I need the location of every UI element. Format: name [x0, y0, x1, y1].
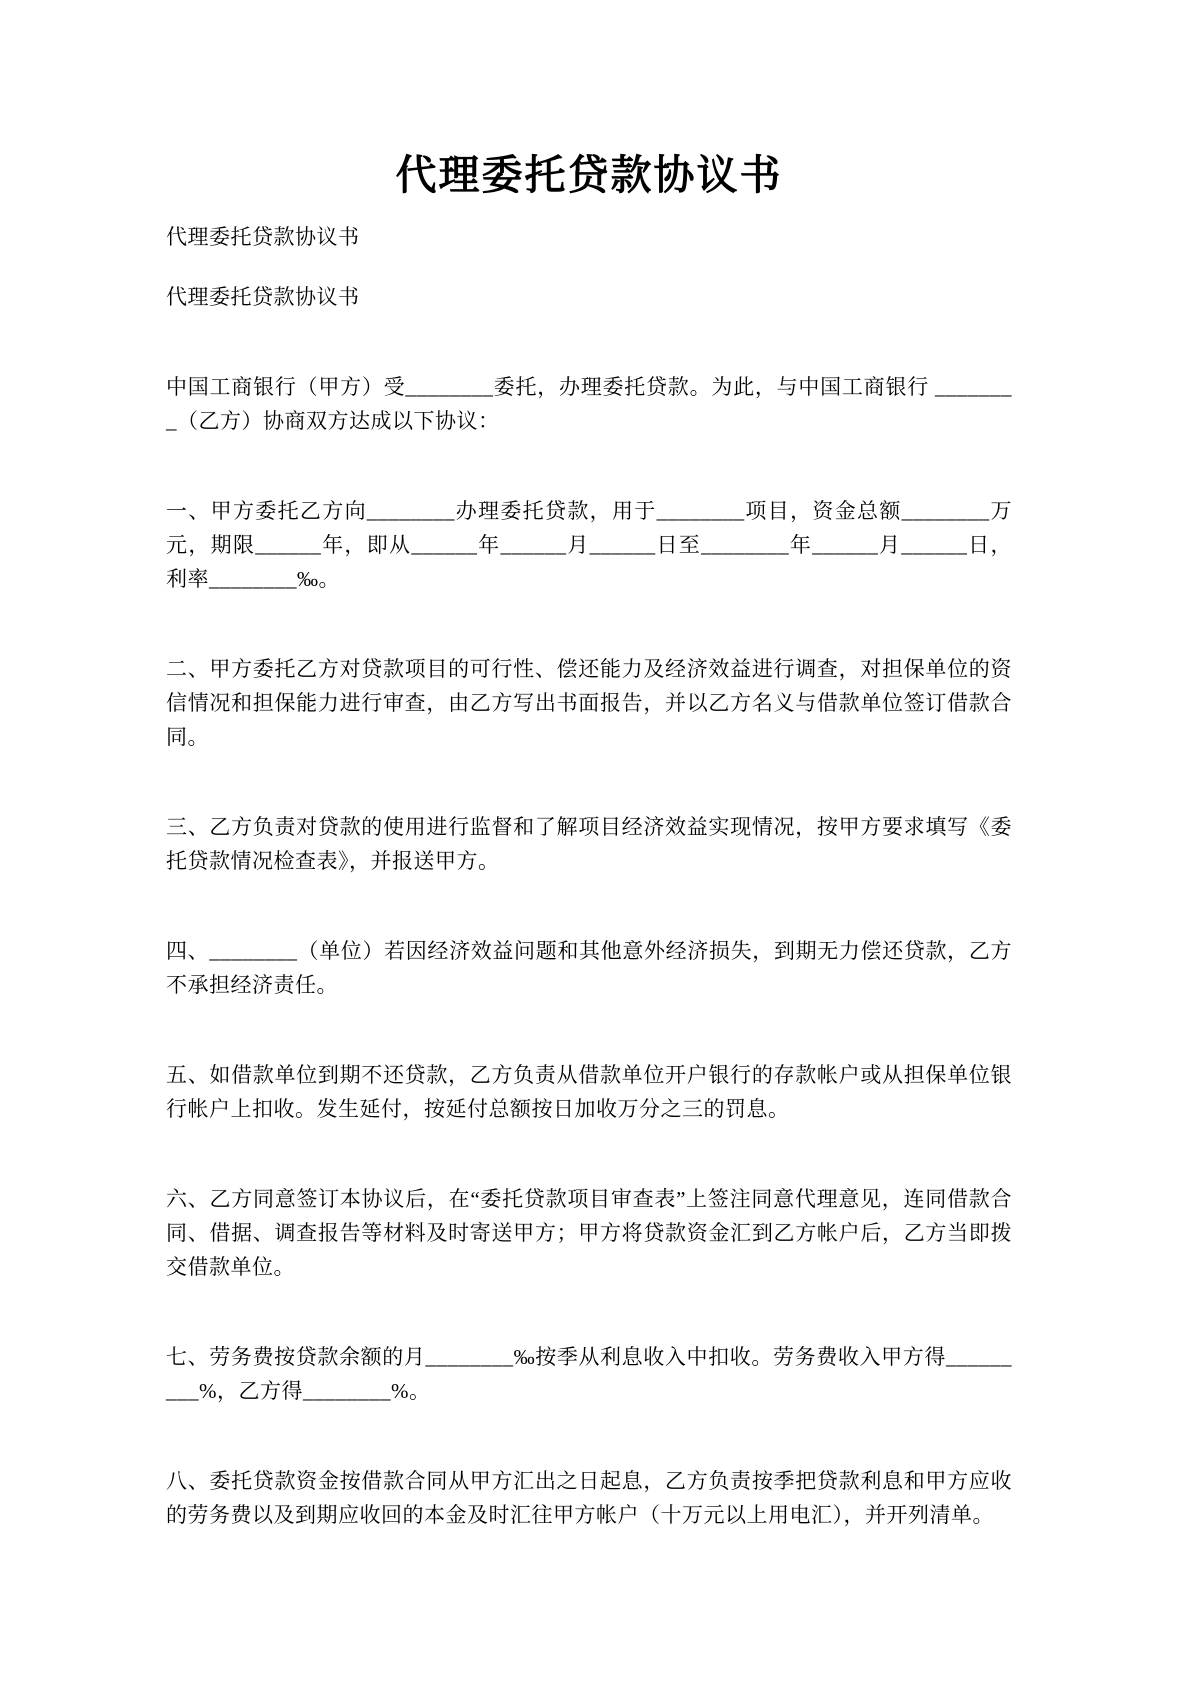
- clause-1: 一、甲方委托乙方向________办理委托贷款，用于________项目，资金总额________万元，期限______年，即从______年______月______日至________年______月______日，利率________‰。: [166, 499, 1012, 591]
- clause-7: 七、劳务费按贷款余额的月________‰按季从利息收入中扣收。劳务费收入甲方得_________%，乙方得________%。: [166, 1345, 1012, 1403]
- document-title: 代理委托贷款协议书: [395, 152, 783, 198]
- clause-8: 八、委托贷款资金按借款合同从甲方汇出之日起息，乙方负责按季把贷款利息和甲方应收的劳务费以及到期应收回的本金及时汇往甲方帐户（十万元以上用电汇），并开列清单。: [166, 1469, 1012, 1527]
- clause-4: 四、________（单位）若因经济效益问题和其他意外经济损失，到期无力偿还贷款，乙方不承担经济责任。: [166, 939, 1012, 997]
- subtitle-line-2: 代理委托贷款协议书: [166, 285, 360, 309]
- paragraph-intro: 中国工商银行（甲方）受________委托，办理委托贷款。为此，与中国工商银行 ________（乙方）协商双方达成以下协议：: [166, 375, 1012, 433]
- clause-5: 五、如借款单位到期不还贷款，乙方负责从借款单位开户银行的存款帐户或从担保单位银行帐户上扣收。发生延付，按延付总额按日加收万分之三的罚息。: [166, 1063, 1012, 1121]
- clause-6: 六、乙方同意签订本协议后，在“委托贷款项目审查表”上签注同意代理意见，连同借款合同、借据、调查报告等材料及时寄送甲方；甲方将贷款资金汇到乙方帐户后，乙方当即拨交借款单位。: [166, 1187, 1012, 1279]
- subtitle-line-1: 代理委托贷款协议书: [166, 225, 360, 249]
- clause-2: 二、甲方委托乙方对贷款项目的可行性、偿还能力及经济效益进行调查，对担保单位的资信情况和担保能力进行审查，由乙方写出书面报告，并以乙方名义与借款单位签订借款合同。: [166, 657, 1012, 749]
- clause-3: 三、乙方负责对贷款的使用进行监督和了解项目经济效益实现情况，按甲方要求填写《委托贷款情况检查表》，并报送甲方。: [166, 815, 1012, 873]
